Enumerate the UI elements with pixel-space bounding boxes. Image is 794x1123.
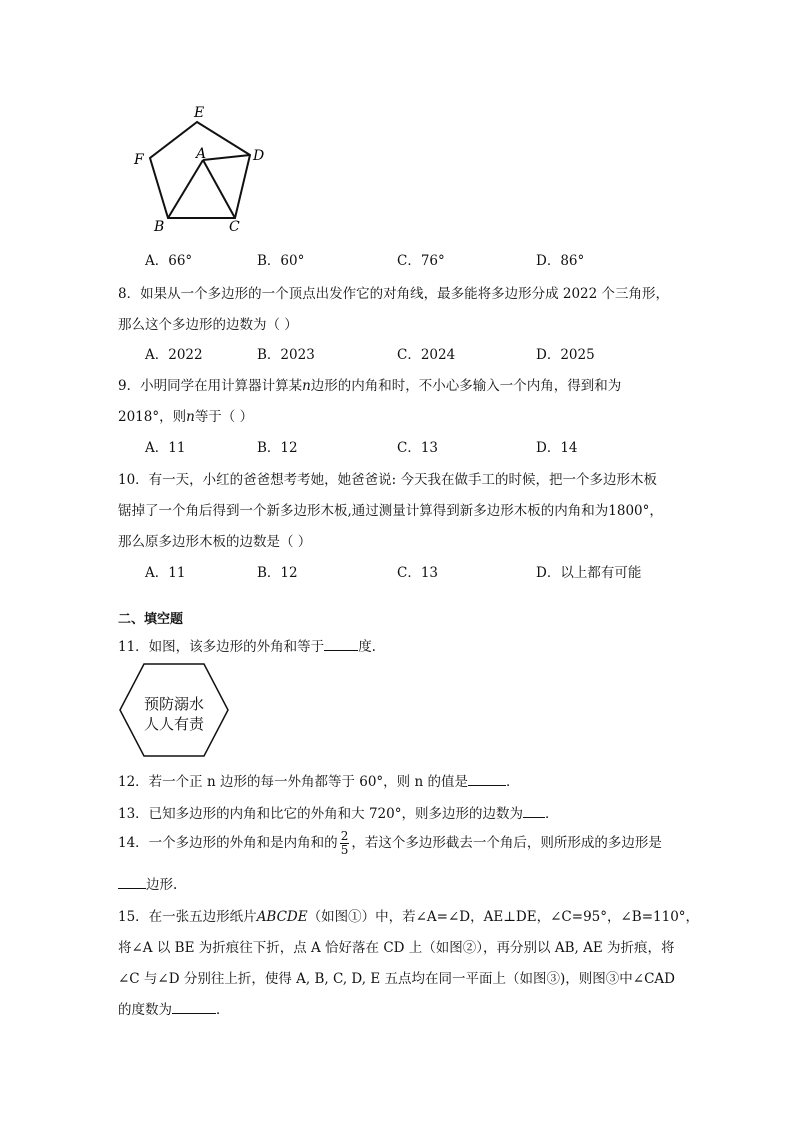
q14-line2-text: 边形. xyxy=(146,877,178,893)
q12-answer-blank[interactable] xyxy=(468,773,506,786)
q14-answer-blank[interactable] xyxy=(118,876,146,889)
q8-line1: 8．如果从一个多边形的一个顶点出发作它的对角线，最多能将多边形分成 2022 个三角形， xyxy=(118,286,670,302)
q15-var-abcde: ABCDE xyxy=(256,909,308,925)
q8-option-d[interactable]: D．2025 xyxy=(536,347,595,363)
q15-line4-text-a: 的度数为 xyxy=(118,1002,172,1018)
q14-fraction xyxy=(340,830,350,857)
q7-option-c[interactable]: C．76° xyxy=(397,253,445,269)
q15-line4-text-b: ． xyxy=(216,1002,230,1018)
q9-var-n-2: n xyxy=(186,409,195,425)
q13-text-b: ． xyxy=(545,806,559,822)
q7-option-a[interactable]: A．66° xyxy=(145,253,193,269)
q14-line1 xyxy=(118,830,662,857)
q9-option-b[interactable]: B．12 xyxy=(257,440,298,456)
section-fill-in-title: 二、填空题 xyxy=(118,612,184,627)
q13-line xyxy=(118,802,559,822)
q9-line2-text-b: 等于（ ） xyxy=(194,409,254,425)
q12-text-b: ． xyxy=(505,774,520,790)
label-A: A xyxy=(196,146,207,162)
q10-option-c[interactable]: C．13 xyxy=(397,565,439,581)
pentagon-figure xyxy=(125,100,280,240)
q8-option-c[interactable]: C．2024 xyxy=(397,347,456,363)
q10-option-b[interactable]: B．12 xyxy=(257,565,298,581)
q10-line3: 那么原多边形木板的边数是（ ） xyxy=(118,534,312,550)
q9-line1-text-b: 边形的内角和时，不小心多输入一个内角，得到和为 xyxy=(310,378,622,394)
q9-line2 xyxy=(118,405,253,425)
q12-text-a: 12．若一个正 n 边形的每一外角都等于 60°，则 n 的值是 xyxy=(118,774,468,790)
q15-line4 xyxy=(118,998,230,1018)
q11-answer-blank[interactable] xyxy=(324,638,358,651)
label-D: D xyxy=(253,148,265,164)
q11-text-b: 度. xyxy=(358,639,376,655)
q15-answer-blank[interactable] xyxy=(172,1001,216,1014)
q9-var-n: n xyxy=(302,378,311,394)
q14-text-b: ，若这个多边形截去一个角后，则所形成的多边形是 xyxy=(351,835,662,851)
hex-text-line2: 人人有责 xyxy=(143,715,204,733)
hex-text-line1: 预防溺水 xyxy=(143,695,204,713)
q9-line1-text-a: 9．小明同学在用计算器计算某 xyxy=(118,378,303,394)
q8-line2: 那么这个多边形的边数为（ ） xyxy=(118,317,298,333)
q15-line1 xyxy=(118,905,699,925)
q13-text-a: 13．已知多边形的内角和比它的外角和大 720°，则多边形的边数为 xyxy=(118,806,523,822)
q13-answer-blank[interactable] xyxy=(523,805,545,818)
label-B: B xyxy=(154,219,165,235)
q15-line2: 将∠A 以 BE 为折痕往下折，点 A 恰好落在 CD 上（如图②），再分别以 AB, AE 为折痕，将 xyxy=(118,940,675,956)
q14-line2 xyxy=(118,873,177,893)
q10-option-d[interactable]: D．以上都有可能 xyxy=(536,565,642,581)
q12-line xyxy=(118,770,519,790)
q10-line2: 锯掉了一个角后得到一个新多边形木板,通过测量计算得到新多边形木板的内角和为1800°， xyxy=(118,503,663,519)
q15-line3: ∠C 与∠D 分别往上折，使得 A, B, C, D, E 五点均在同一平面上（如图③)，则图③中∠CAD xyxy=(118,971,675,987)
label-C: C xyxy=(229,219,240,235)
q7-option-d[interactable]: D．86° xyxy=(536,253,585,269)
label-F: F xyxy=(134,152,144,168)
q15-line1-text-a: 15．在一张五边形纸片 xyxy=(118,909,257,925)
q9-line1 xyxy=(118,374,621,394)
q11-line xyxy=(118,635,376,655)
q9-option-a[interactable]: A．11 xyxy=(145,440,186,456)
q11-text-a: 11．如图，该多边形的外角和等于 xyxy=(118,639,325,655)
q8-option-a[interactable]: A．2022 xyxy=(145,347,203,363)
q10-line1: 10．有一天，小红的爸爸想考考她，她爸爸说: 今天我在做手工的时候，把一个多边形木板 xyxy=(118,472,658,488)
q7-option-b[interactable]: B．60° xyxy=(257,253,305,269)
q14-text-a: 14．一个多边形的外角和是内角和的 xyxy=(118,835,338,851)
q15-line1-text-b: （如图①）中，若∠A=∠D，AE⊥DE，∠C=95°，∠B=110°， xyxy=(307,909,700,925)
q9-option-d[interactable]: D．14 xyxy=(536,440,578,456)
q9-line2-text-a: 2018°，则 xyxy=(118,409,187,425)
q8-option-b[interactable]: B．2023 xyxy=(257,347,315,363)
q14-frac-den: 5 xyxy=(340,843,349,857)
label-E: E xyxy=(194,105,205,121)
q14-frac-num: 2 xyxy=(340,829,349,843)
q9-option-c[interactable]: C．13 xyxy=(397,440,439,456)
q10-option-a[interactable]: A．11 xyxy=(145,565,186,581)
